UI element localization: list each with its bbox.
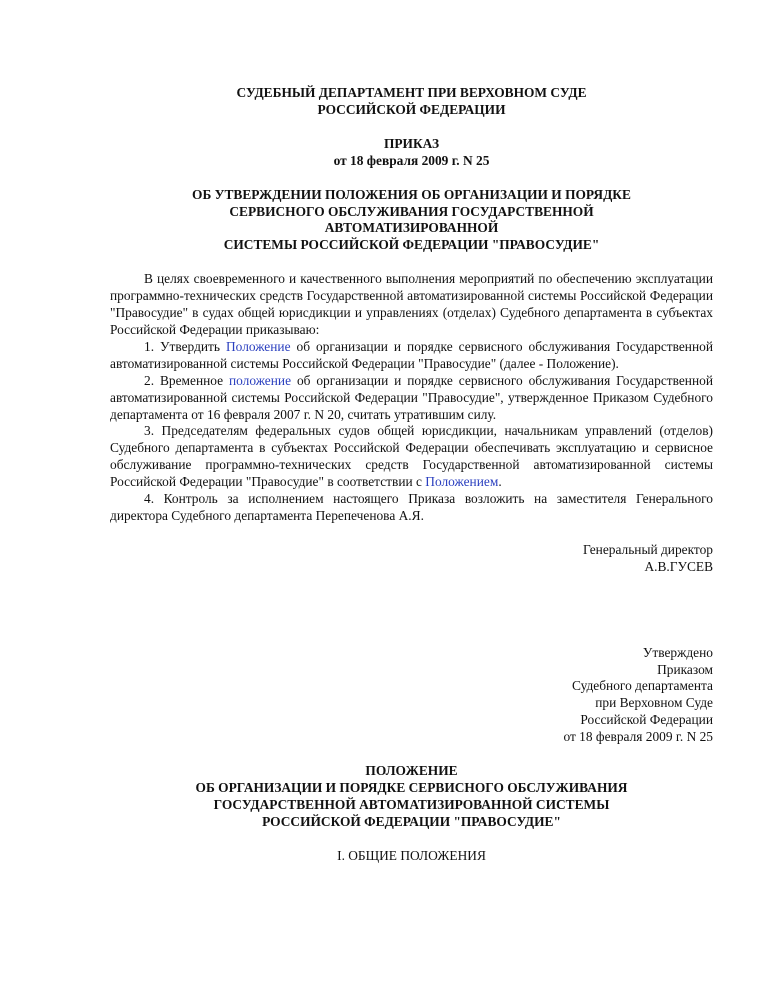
signature-block bbox=[110, 542, 713, 576]
order-body bbox=[110, 271, 713, 525]
department-line-1: СУДЕБНЫЙ ДЕПАРТАМЕНТ ПРИ ВЕРХОВНОМ СУДЕ bbox=[236, 85, 587, 100]
regulation-line-1: ОБ ОРГАНИЗАЦИИ И ПОРЯДКЕ СЕРВИСНОГО ОБСЛУЖИВАНИЯ bbox=[195, 780, 628, 795]
subject-line-1: ОБ УТВЕРЖДЕНИИ ПОЛОЖЕНИЯ ОБ ОРГАНИЗАЦИИ И ПОРЯДКЕ bbox=[192, 186, 631, 202]
department-line-2: РОССИЙСКОЙ ФЕДЕРАЦИИ bbox=[317, 101, 506, 117]
order-date: от 18 февраля 2009 г. N 25 bbox=[333, 152, 490, 168]
approval-line-3: Судебного департамента bbox=[572, 678, 713, 694]
document-page bbox=[110, 85, 713, 878]
intro-paragraph: В целях своевременного и качественного выполнения мероприятий по обеспечению эксплуатации программно-технических средств Государственной автоматизированной системы Российской Федерации "Правосудие" в судах общей юрисдикции и управлениях (отделах) Судебного департамента в субъектах Российской Федерации приказываю: bbox=[110, 271, 713, 337]
section-1-title: I. ОБЩИЕ ПОЛОЖЕНИЯ bbox=[337, 847, 486, 863]
item-2-text: об организации и порядке сервисного обслуживания Государственной автоматизированной системы Российской Федерации "Правосудие", утвержденное Приказом Судебного департамента от 16 февраля 2007 г. N 20, считать утратившим силу. bbox=[110, 372, 713, 422]
item-4: 4. Контроль за исполнением настоящего Приказа возложить на заместителя Генерального директора Судебного департамента Перепеченова А.Я. bbox=[110, 491, 713, 523]
signer-name: А.В.ГУСЕВ bbox=[644, 558, 713, 574]
regulation-line-2: ГОСУДАРСТВЕННОЙ АВТОМАТИЗИРОВАННОЙ СИСТЕМЫ bbox=[213, 796, 610, 812]
order-title: ПРИКАЗ bbox=[383, 135, 440, 151]
regulation-title: ПОЛОЖЕНИЕ bbox=[365, 763, 458, 779]
approval-line-2: Приказом bbox=[657, 661, 713, 677]
regulation-link-1[interactable]: Положение bbox=[226, 338, 291, 354]
approval-line-4: при Верховном Суде bbox=[595, 695, 713, 711]
item-3-prefix: 3. Председателям федеральных судов общей юрисдикции, начальникам управлений (отделов) Судебного департамента в субъектах Российской Федерации обеспечивать эксплуатацию и сервисное обслуживание программно-технических средств Государственной автоматизированной системы Российской Федерации "Правосудие" в соответствии с bbox=[110, 423, 713, 490]
item-3 bbox=[110, 423, 713, 491]
approval-line-5: Российской Федерации bbox=[580, 712, 713, 728]
subject-line-4: СИСТЕМЫ РОССИЙСКОЙ ФЕДЕРАЦИИ "ПРАВОСУДИЕ" bbox=[223, 237, 600, 253]
item-1-prefix: 1. Утвердить bbox=[144, 338, 226, 354]
item-2-prefix: 2. Временное bbox=[144, 372, 229, 388]
regulation-link-2[interactable]: положение bbox=[229, 372, 292, 388]
subject-line-2: СЕРВИСНОГО ОБСЛУЖИВАНИЯ ГОСУДАРСТВЕННОЙ bbox=[229, 203, 594, 219]
regulation-link-3[interactable]: Положением bbox=[425, 474, 499, 490]
regulation-header bbox=[110, 763, 713, 831]
item-1 bbox=[110, 339, 713, 373]
order-subject bbox=[110, 187, 713, 255]
item-2 bbox=[110, 373, 713, 424]
item-3-text: . bbox=[498, 474, 502, 490]
approval-block bbox=[110, 645, 713, 746]
approval-line-6: от 18 февраля 2009 г. N 25 bbox=[563, 729, 713, 745]
department-header bbox=[110, 85, 713, 119]
item-1-text: об организации и порядке сервисного обслуживания Государственной автоматизированной системы Российской Федерации "Правосудие" (далее - Положение). bbox=[110, 338, 714, 371]
order-header bbox=[110, 136, 713, 170]
approval-line-1: Утверждено bbox=[642, 644, 713, 660]
regulation-line-3: РОССИЙСКОЙ ФЕДЕРАЦИИ "ПРАВОСУДИЕ" bbox=[262, 813, 561, 829]
subject-line-3: АВТОМАТИЗИРОВАННОЙ bbox=[324, 220, 499, 236]
signer-position: Генеральный директор bbox=[582, 541, 713, 557]
